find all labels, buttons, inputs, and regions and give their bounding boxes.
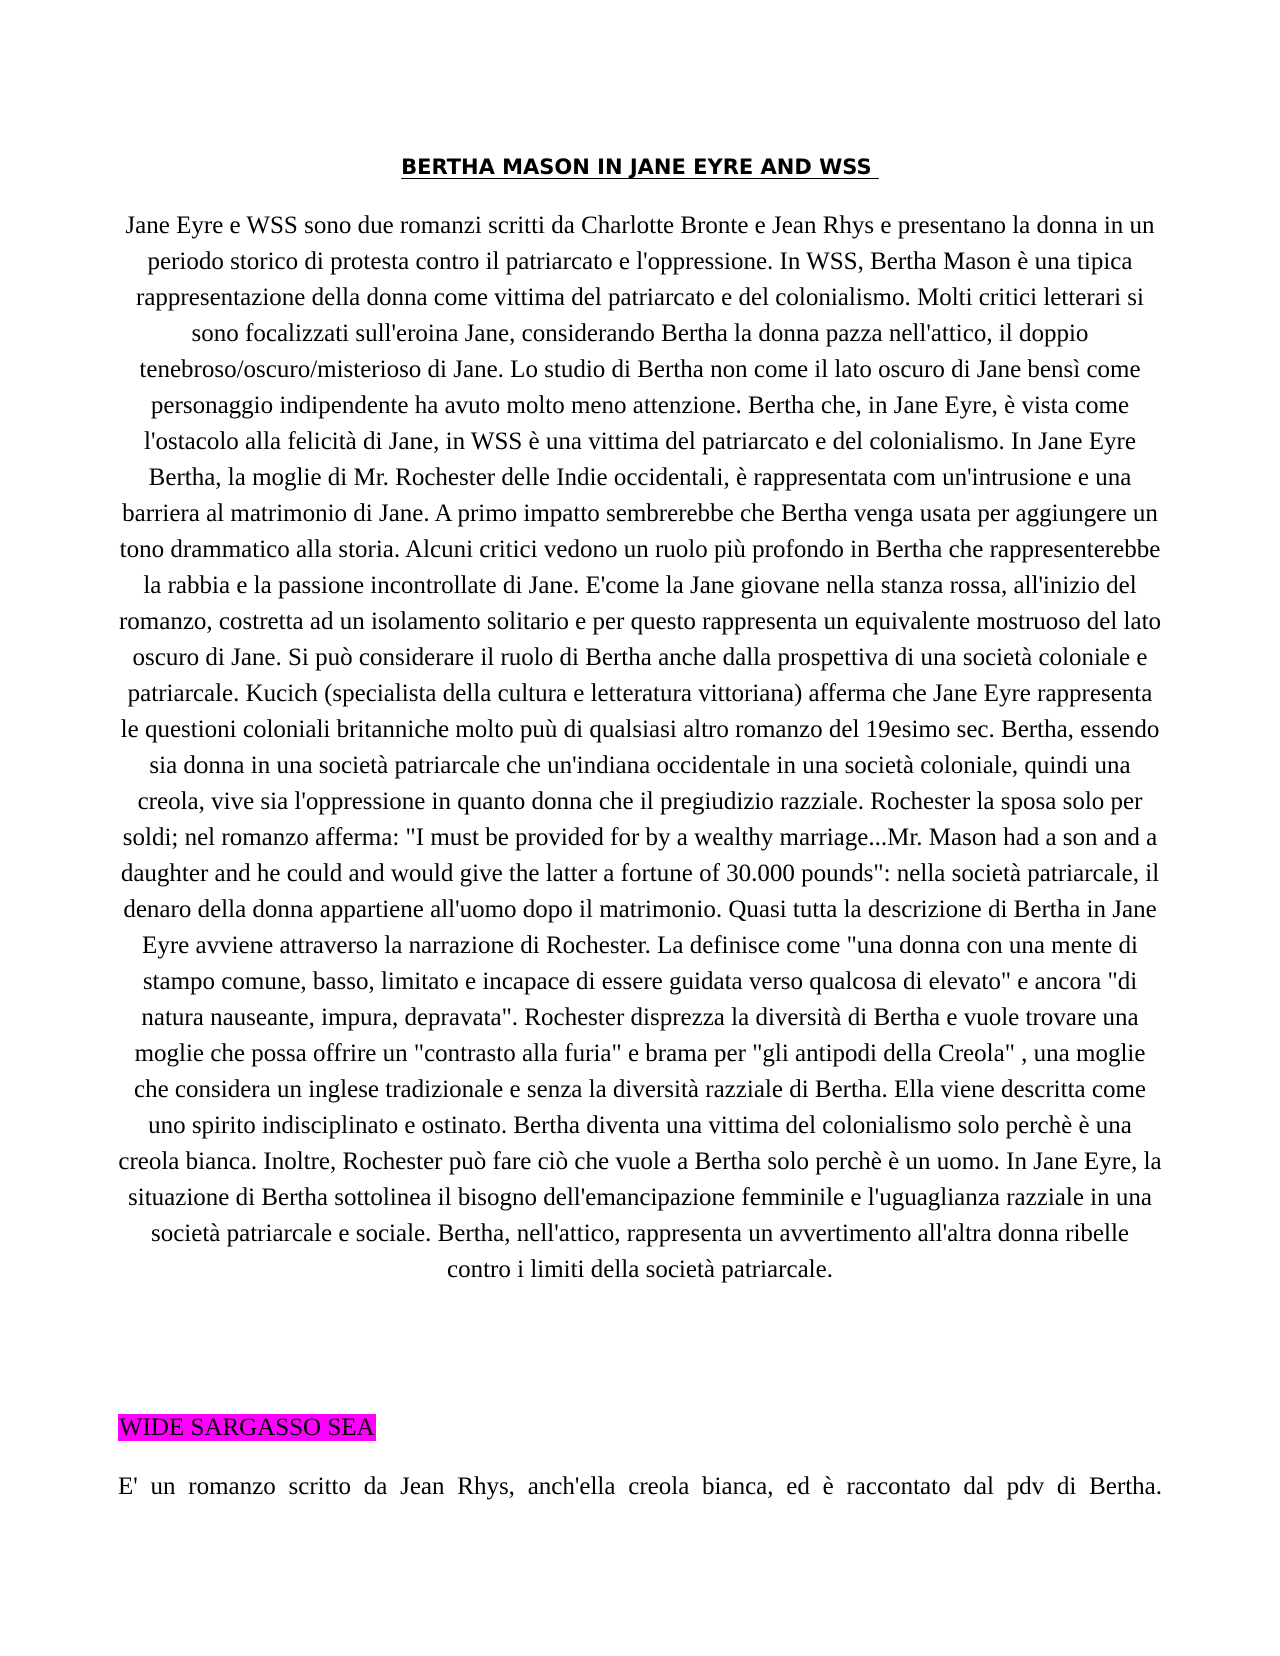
section-intro-paragraph: E' un romanzo scritto da Jean Rhys, anch'ella creola bianca, ed è raccontato dal pdv di Bertha.	[118, 1473, 1162, 1500]
section-heading	[118, 1413, 376, 1443]
document-title	[0, 152, 1280, 182]
body-paragraph: Jane Eyre e WSS sono due romanzi scritti da Charlotte Bronte e Jean Rhys e presentano la donna in un periodo storico di protesta contro il patriarcato e l'oppressione. In WSS, Bertha Mason è una tipica rappresentazione della donna come vittima del patriarcato e del colonialismo. Molti critici letterari si sono focalizzati sull'eroina Jane, considerando Bertha la donna pazza nell'attico, il doppio tenebroso/oscuro/misterioso di Jane. Lo studio di Bertha non come il lato oscuro di Jane bensì come personaggio indipendente ha avuto molto meno attenzione. Bertha che, in Jane Eyre, è vista come l'ostacolo alla felicità di Jane, in WSS è una vittima del patriarcato e del colonialismo. In Jane Eyre Bertha, la moglie di Mr. Rochester delle Indie occidentali, è rappresentata com un'intrusione e una barriera al matrimonio di Jane. A primo impatto sembrerebbe che Bertha venga usata per aggiungere un tono drammatico alla storia. Alcuni critici vedono un ruolo più profondo in Bertha che rappresenterebbe la rabbia e la passione incontrollate di Jane. E'come la Jane giovane nella stanza rossa, all'inizio del romanzo, costretta ad un isolamento solitario e per questo rappresenta un equivalente mostruoso del lato oscuro di Jane. Si può considerare il ruolo di Bertha anche dalla prospettiva di una società coloniale e patriarcale. Kucich (specialista della cultura e letteratura vittoriana) afferma che Jane Eyre rappresenta le questioni coloniali britanniche molto puù di qualsiasi altro romanzo del 19esimo sec. Bertha, essendo sia donna in una società patriarcale che un'indiana occidentale in una società coloniale, quindi una creola, vive sia l'oppressione in quanto donna che il pregiudizio razziale. Rochester la sposa solo per soldi; nel romanzo afferma: "I must be provided for by a wealthy marriage...Mr. Mason had a son and a daughter and he could and would give the latter a fortune of 30.000 pounds": nella società patriarcale, il denaro della donna appartiene all'uomo dopo il matrimonio. Quasi tutta la descrizione di Bertha in Jane Eyre avviene attraverso la narrazione di Rochester. La definisce come "una donna con una mente di stampo comune, basso, limitato e incapace di essere guidata verso qualcosa di elevato" e ancora "di natura nauseante, impura, depravata". Rochester disprezza la diversità di Bertha e vuole trovare una moglie che possa offrire un "contrasto alla furia" e brama per "gli antipodi della Creola" , una moglie che considera un inglese tradizionale e senza la diversità razziale di Bertha. Ella viene descritta come uno spirito indisciplinato e ostinato. Bertha diventa una vittima del colonialismo solo perchè è una creola bianca. Inoltre, Rochester può fare ciò che vuole a Bertha solo perchè è un uomo. In Jane Eyre, la situazione di Bertha sottolinea il bisogno dell'emancipazione femminile e l'uguaglianza razziale in una società patriarcale e sociale. Bertha, nell'attico, rappresenta un avvertimento all'altra donna ribelle contro i limiti della società patriarcale.	[118, 212, 1162, 1283]
section-heading-highlight: WIDE SARGASSO SEA	[119, 1414, 375, 1441]
document-title-text: BERTHA MASON IN JANE EYRE AND WSS	[401, 155, 879, 179]
